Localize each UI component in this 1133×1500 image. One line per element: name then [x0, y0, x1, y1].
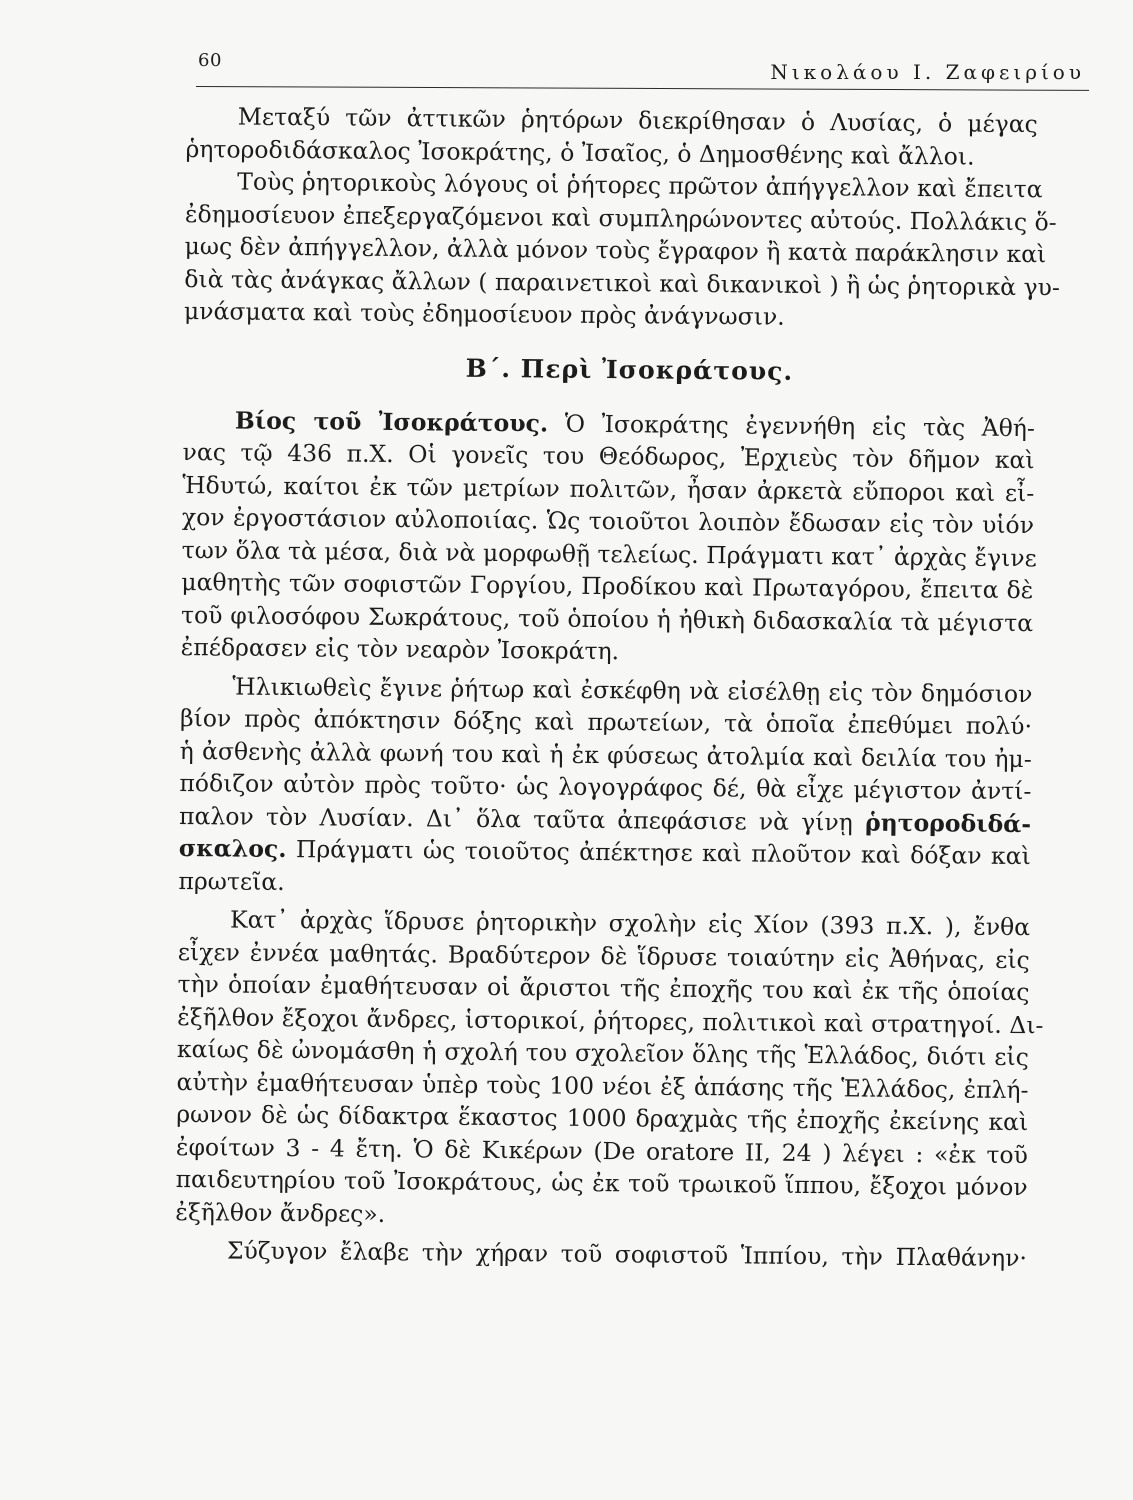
text-segment: Ὁ Ἰσοκράτης ἐγεννήθη εἰς τὰς Ἀθή-: [564, 409, 1036, 442]
section-heading: Β΄. Περὶ Ἰσοκράτους.: [465, 353, 794, 386]
text-line: μαθητὴς τῶν σοφιστῶν Γοργίου, Προδίκου καὶ Πρωταγόρου, ἔπειτα δὲ: [181, 567, 1034, 605]
text-line: ἐξῆλθον ἔξοχοι ἄνδρες, ἱστορικοί, ῥήτορες, πολιτικοὶ καὶ στρατηγοί. Δι-: [177, 1002, 1044, 1039]
text-line: μνάσματα καὶ τοὺς ἐδημοσίευον πρὸς ἀνάγνωσιν.: [183, 296, 785, 331]
subsection-title: Βίος τοῦ Ἰσοκράτους.: [234, 405, 549, 437]
text-line: μως δὲν ἀπήγγελλον, ἀλλὰ μόνον τοὺς ἔγραφον ἢ κατὰ παράκλησιν καὶ: [184, 231, 1047, 269]
text-segment: Πράγματι ὡς τοιοῦτος ἀπέκτησε καὶ πλοῦτον καὶ δόξαν καὶ: [295, 835, 1031, 871]
text-line: πρωτεῖα.: [178, 866, 285, 896]
text-line: Σύζυγον ἔλαβε τὴν χήραν τοῦ σοφιστοῦ Ἱππίου, τὴν Πλαθάνην·: [226, 1236, 1028, 1273]
page-number: 60: [198, 50, 222, 71]
text-line: Μεταξύ τῶν ἀττικῶν ῥητόρων διεκρίθησαν ὁ Λυσίας, ὁ μέγας: [237, 102, 1038, 139]
text-line: νας τῷ 436 π.Χ. Οἱ γονεῖς του Θεόδωρος, Ἐρχιεὺς τὸν δῆμον καὶ: [182, 437, 1035, 475]
text-line: εἶχεν ἐννέα μαθητάς. Βραδύτερον δὲ ἵδρυσε τοιαύτην εἰς Ἀθήνας, εἰς: [177, 937, 1030, 974]
bold-term: σκαλος.: [178, 833, 287, 863]
text-line: Κατ᾽ ἀρχὰς ἵδρυσε ῥητορικὴν σχολὴν εἰς Χίον (393 π.Χ. ), ἔνθα: [230, 905, 1031, 942]
body-text: [175, 100, 1061, 1275]
text-line: Τοὺς ῥητορικοὺς λόγους οἱ ῥήτορες πρῶτον ἀπήγγελλον καὶ ἔπειτα: [237, 167, 1043, 204]
text-line: ἐξῆλθον ἄνδρες».: [175, 1197, 386, 1228]
text-line: Ἡλικιωθεὶς ἔγινε ῥήτωρ καὶ ἐσκέφθη νὰ εἰσέλθῃ εἰς τὸν δημόσιον: [232, 671, 1033, 708]
running-title: Νικολάου Ι. Ζαφειρίου: [770, 60, 1085, 84]
text-line: Ἡδυτώ, καίτοι ἐκ τῶν μετρίων πολιτῶν, ἦσαν ἀρκετὰ εὔποροι καὶ εἶ-: [182, 470, 1035, 507]
text-line: ρωνον δὲ ὡς δίδακτρα ἕκαστος 1000 δραχμὰς τῆς ἐποχῆς ἐκείνης καὶ: [176, 1099, 1029, 1137]
header-rule: [196, 86, 1089, 91]
text-segment: παλον τὸν Λυσίαν. Δι᾽ ὅλα ταῦτα ἀπεφάσισε νὰ γίνῃ: [178, 801, 853, 836]
text-line: τὴν ὁποίαν ἐμαθήτευσαν οἱ ἄριστοι τῆς ἐποχῆς του καὶ ἐκ τῆς ὁποίας: [177, 969, 1030, 1007]
running-head: [196, 46, 1085, 84]
text-line: ῥητοροδιδάσκαλος Ἰσοκράτης, ὁ Ἰσαῖος, ὁ Δημοσθένης καὶ ἄλλοι.: [185, 134, 975, 171]
text-line: ἐφοίτων 3 - 4 ἔτη. Ὁ δὲ Κικέρων (De oratore II, 24 ) λέγει : «ἐκ τοῦ: [175, 1132, 1029, 1169]
text-line: βίον πρὸς ἀπόκτησιν δόξης καὶ πρωτείων, τὰ ὁποῖα ἐπεθύμει πολύ·: [179, 703, 1033, 741]
text-line: αὐτὴν ἐμαθήτευσαν ὑπὲρ τοὺς 100 νέοι ἐξ ἁπάσης τῆς Ἑλλάδος, ἐπλή-: [176, 1067, 1029, 1104]
text-line: τοῦ φιλοσόφου Σωκράτους, τοῦ ὁποίου ἡ ἠθικὴ διδασκαλία τὰ μέγιστα: [180, 600, 1034, 637]
text-line: καίως δὲ ὠνομάσθη ἡ σχολή του σχολεῖον ὅλης τῆς Ἑλλάδος, διότι εἰς: [176, 1034, 1029, 1072]
text-line: πόδιζον αὐτὸν πρὸς τοῦτο· ὡς λογογράφος δέ, θὰ εἶχε μέγιστον ἀντί-: [179, 768, 1032, 806]
text-line: χον ἐργοστάσιον αὐλοποιίας. Ὡς τοιοῦτοι λοιπὸν ἔδωσαν εἰς τὸν υἱόν: [181, 502, 1035, 540]
text-line: ἐδημοσίευον ἐπεξεργαζόμενοι καὶ συμπληρώνοντες αὐτούς. Πολλάκις ὅ-: [184, 199, 1057, 236]
bold-term: ῥητοροδιδά-: [864, 808, 1032, 838]
text-line: διὰ τὰς ἀνάγκας ἄλλων ( παραινετικοὶ καὶ δικανικοὶ ) ἢ ὡς ῥητορικὰ γυ-: [184, 264, 1061, 301]
text-line: των ὅλα τὰ μέσα, διὰ νὰ μορφωθῇ τελείως. Πράγματι κατ᾽ ἀρχὰς ἔγινε: [181, 535, 1037, 572]
text-line: ἐπέδρασεν εἰς τὸν νεαρὸν Ἰσοκράτη.: [180, 632, 620, 666]
text-line: παιδευτηρίου τοῦ Ἰσοκράτους, ὡς ἐκ τοῦ τρωικοῦ ἵππου, ἔξοχοι μόνον: [175, 1164, 1028, 1202]
text-line: ἡ ἀσθενὴς ἀλλὰ φωνή του καὶ ἡ ἐκ φύσεως ἀτολμία καὶ δειλία του ἠμ-: [179, 736, 1032, 773]
